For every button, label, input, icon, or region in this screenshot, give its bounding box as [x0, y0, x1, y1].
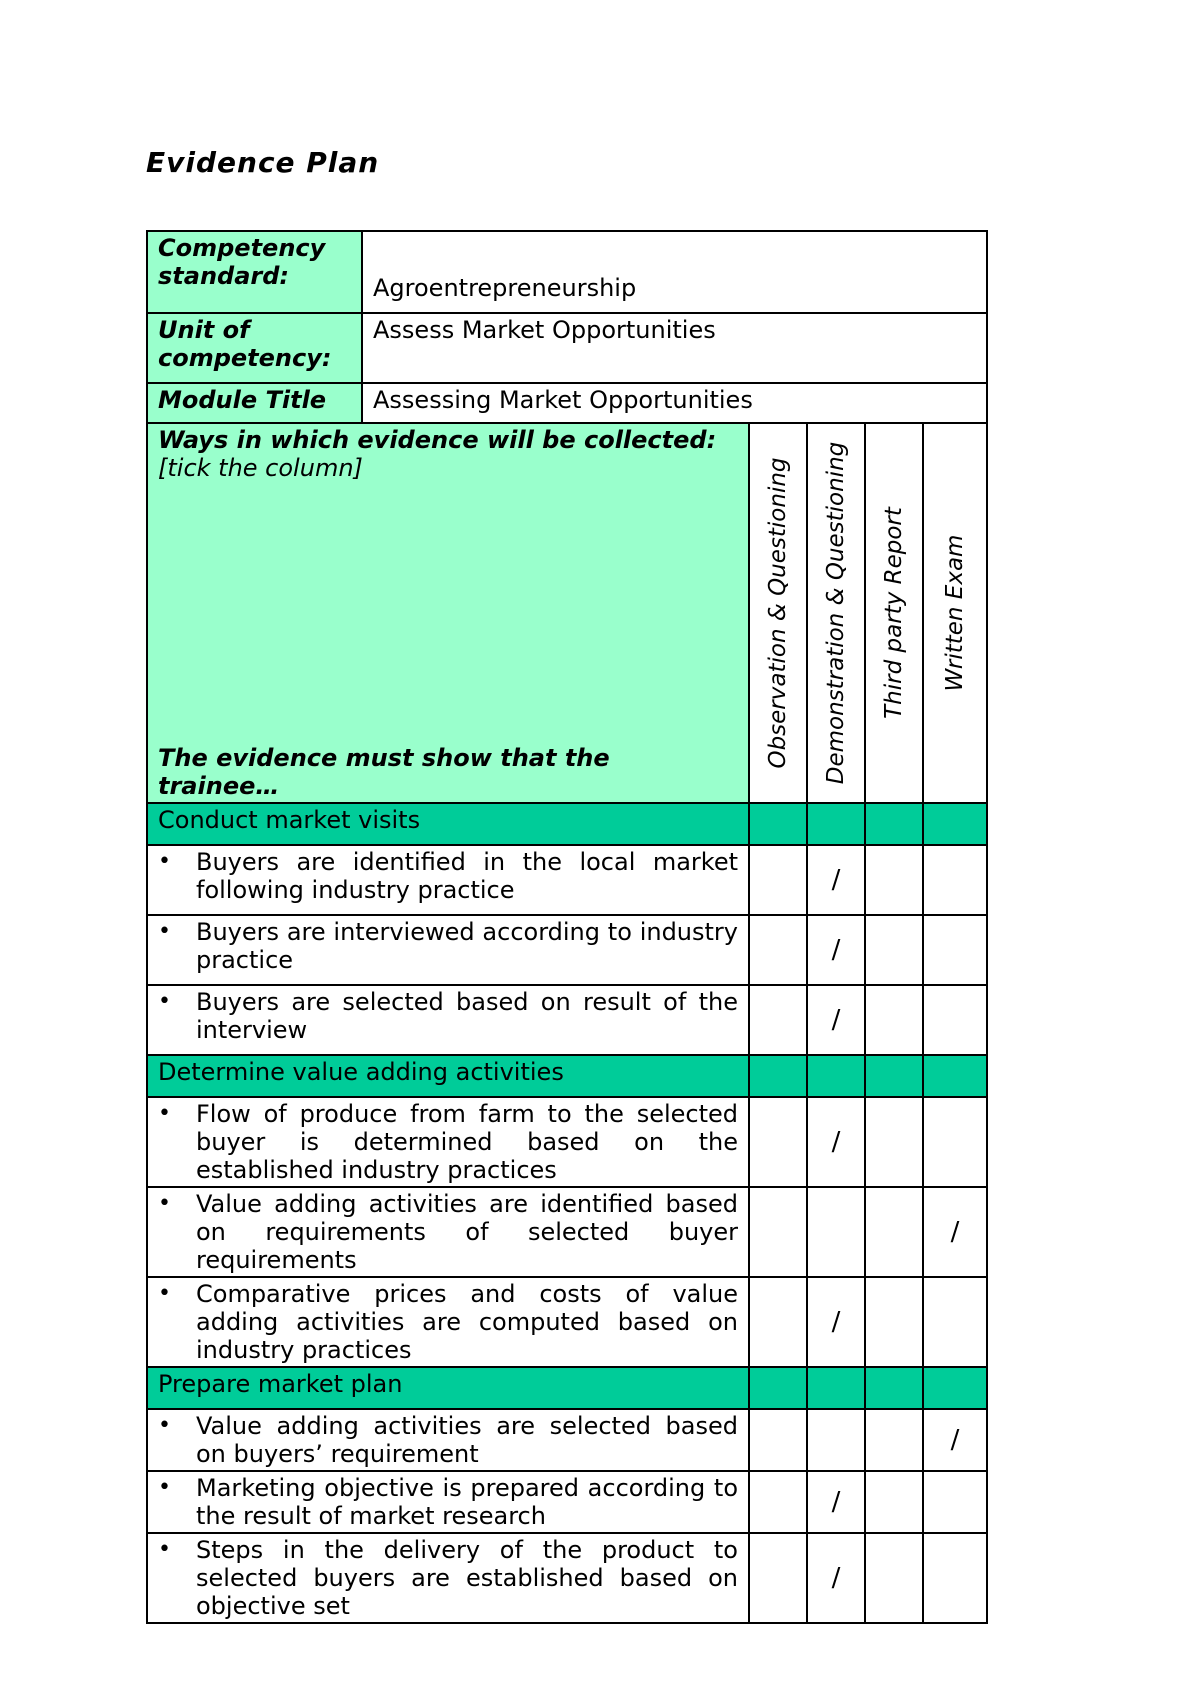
- tick-cell[interactable]: [923, 1187, 987, 1277]
- tick-cell[interactable]: [923, 1533, 987, 1623]
- criteria-text: Flow of produce from farm to the selected buyer is determined based on the established industry practices: [196, 1100, 738, 1184]
- column-header-written-exam: Written Exam: [923, 423, 987, 803]
- section-empty-cell: [923, 803, 987, 845]
- tick-cell[interactable]: [749, 1097, 807, 1187]
- criteria-text: Steps in the delivery of the product to selected buyers are established based on objective set: [196, 1536, 738, 1620]
- section-empty-cell: [807, 803, 865, 845]
- section-empty-cell: [749, 803, 807, 845]
- tick-cell[interactable]: [865, 915, 923, 985]
- criteria-cell: [147, 985, 749, 1055]
- competency-row: [147, 231, 987, 313]
- column-header-observation: Observation & Questioning: [749, 423, 807, 803]
- criteria-row: [147, 1277, 987, 1367]
- tick-cell[interactable]: [807, 915, 865, 985]
- tick-cell[interactable]: [923, 1097, 987, 1187]
- tick-mark: /: [831, 1005, 841, 1035]
- unit-row: [147, 313, 987, 383]
- tick-mark: /: [831, 1127, 841, 1157]
- criteria-text: Buyers are interviewed according to industry practice: [196, 918, 738, 974]
- tick-mark: /: [831, 1307, 841, 1337]
- tick-cell[interactable]: [749, 1187, 807, 1277]
- criteria-row: [147, 985, 987, 1055]
- ways-instruction: [tick the column]: [158, 454, 363, 482]
- bullet-icon: •: [158, 1537, 171, 1562]
- tick-cell[interactable]: [865, 1097, 923, 1187]
- section-empty-cell: [865, 1055, 923, 1097]
- tick-mark: /: [831, 935, 841, 965]
- tick-cell[interactable]: [807, 1533, 865, 1623]
- bullet-icon: •: [158, 1281, 171, 1306]
- tick-cell[interactable]: [923, 1277, 987, 1367]
- criteria-row: [147, 1097, 987, 1187]
- tick-mark: /: [831, 865, 841, 895]
- section-title: Determine value adding activities: [147, 1055, 749, 1097]
- section-row: [147, 803, 987, 845]
- criteria-text: Marketing objective is prepared according to the result of market research: [196, 1474, 738, 1530]
- criteria-cell: [147, 1097, 749, 1187]
- bullet-icon: •: [158, 849, 171, 874]
- criteria-text: Buyers are identified in the local market following industry practice: [196, 848, 738, 904]
- criteria-cell: [147, 1409, 749, 1471]
- evidence-plan-table: [146, 230, 988, 1624]
- criteria-cell: [147, 1187, 749, 1277]
- tick-cell[interactable]: [749, 1277, 807, 1367]
- tick-cell[interactable]: [807, 1097, 865, 1187]
- tick-cell[interactable]: [749, 1409, 807, 1471]
- competency-value: Agroentrepreneurship: [362, 231, 987, 313]
- tick-cell[interactable]: [807, 1187, 865, 1277]
- tick-mark: /: [950, 1425, 960, 1455]
- tick-mark: /: [831, 1563, 841, 1593]
- tick-cell[interactable]: [923, 845, 987, 915]
- must-show-text: The evidence must show that the trainee…: [158, 744, 610, 800]
- criteria-cell: [147, 1277, 749, 1367]
- tick-cell[interactable]: [865, 845, 923, 915]
- tick-cell[interactable]: [923, 1471, 987, 1533]
- tick-cell[interactable]: [807, 1277, 865, 1367]
- criteria-cell: [147, 1533, 749, 1623]
- criteria-row: [147, 1187, 987, 1277]
- section-empty-cell: [865, 1367, 923, 1409]
- column-header-demonstration: Demonstration & Questioning: [807, 423, 865, 803]
- section-empty-cell: [923, 1055, 987, 1097]
- tick-cell[interactable]: [865, 1409, 923, 1471]
- section-empty-cell: [865, 803, 923, 845]
- tick-cell[interactable]: [807, 1409, 865, 1471]
- tick-cell[interactable]: [923, 985, 987, 1055]
- section-empty-cell: [807, 1055, 865, 1097]
- criteria-row: [147, 1471, 987, 1533]
- unit-value: Assess Market Opportunities: [362, 313, 987, 383]
- criteria-cell: [147, 1471, 749, 1533]
- bullet-icon: •: [158, 1475, 171, 1500]
- criteria-row: [147, 1533, 987, 1623]
- tick-cell[interactable]: [865, 985, 923, 1055]
- tick-cell[interactable]: [865, 1277, 923, 1367]
- tick-cell[interactable]: [749, 845, 807, 915]
- bullet-icon: •: [158, 1413, 171, 1438]
- page-title: Evidence Plan: [146, 146, 380, 179]
- section-title: Conduct market visits: [147, 803, 749, 845]
- tick-cell[interactable]: [749, 1471, 807, 1533]
- module-value: Assessing Market Opportunities: [362, 383, 987, 423]
- tick-cell[interactable]: [749, 1533, 807, 1623]
- unit-label: Unit of competency:: [147, 313, 362, 383]
- bullet-icon: •: [158, 1191, 171, 1216]
- criteria-row: [147, 845, 987, 915]
- section-title: Prepare market plan: [147, 1367, 749, 1409]
- criteria-row: [147, 915, 987, 985]
- section-row: [147, 1055, 987, 1097]
- section-empty-cell: [749, 1367, 807, 1409]
- bullet-icon: •: [158, 1101, 171, 1126]
- bullet-icon: •: [158, 989, 171, 1014]
- tick-cell[interactable]: [923, 915, 987, 985]
- ways-cell: [147, 423, 749, 803]
- tick-cell[interactable]: [865, 1471, 923, 1533]
- criteria-cell: [147, 845, 749, 915]
- column-header-third-party: Third party Report: [865, 423, 923, 803]
- tick-cell[interactable]: [923, 1409, 987, 1471]
- tick-cell[interactable]: [807, 1471, 865, 1533]
- tick-cell[interactable]: [749, 985, 807, 1055]
- tick-cell[interactable]: [807, 845, 865, 915]
- criteria-text: Value adding activities are selected based on buyers’ requirement: [196, 1412, 738, 1468]
- section-row: [147, 1367, 987, 1409]
- criteria-text: Buyers are selected based on result of the interview: [196, 988, 738, 1044]
- section-empty-cell: [923, 1367, 987, 1409]
- ways-heading: Ways in which evidence will be collected:: [158, 426, 717, 454]
- tick-mark: /: [950, 1217, 960, 1247]
- competency-label: Competency standard:: [147, 231, 362, 313]
- criteria-row: [147, 1409, 987, 1471]
- module-label: Module Title: [147, 383, 362, 423]
- tick-cell[interactable]: [807, 985, 865, 1055]
- criteria-text: Comparative prices and costs of value adding activities are computed based on industry practices: [196, 1280, 738, 1364]
- bullet-icon: •: [158, 919, 171, 944]
- section-empty-cell: [807, 1367, 865, 1409]
- module-row: [147, 383, 987, 423]
- tick-mark: /: [831, 1487, 841, 1517]
- ways-row: [147, 423, 987, 803]
- tick-cell[interactable]: [865, 1533, 923, 1623]
- tick-cell[interactable]: [749, 915, 807, 985]
- criteria-cell: [147, 915, 749, 985]
- criteria-text: Value adding activities are identified based on requirements of selected buyer requirements: [196, 1190, 738, 1274]
- tick-cell[interactable]: [865, 1187, 923, 1277]
- section-empty-cell: [749, 1055, 807, 1097]
